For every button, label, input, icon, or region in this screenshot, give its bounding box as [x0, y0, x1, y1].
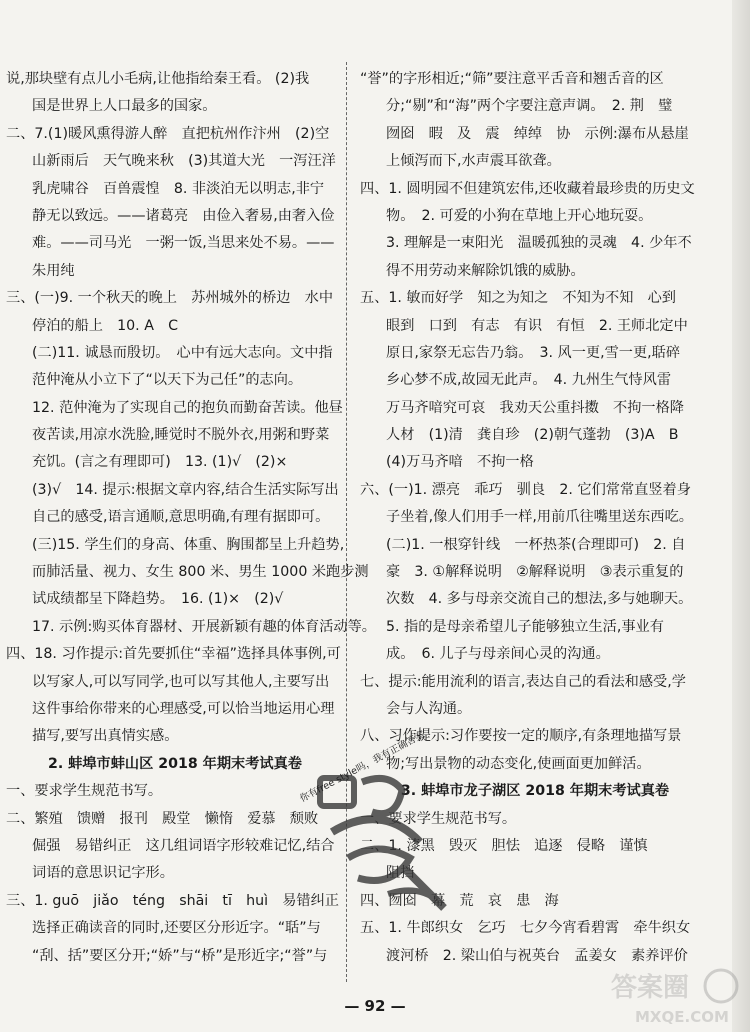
text-line: 夜苦读,用凉水洗脸,睡觉时不脱外衣,用粥和野菜: [32, 427, 330, 444]
text-line: 二、繁殖 馈赠 报刊 殿堂 懒惰 爱慕 颓败: [6, 810, 319, 827]
text-line: 静无以致远。——诸葛亮 由俭入奢易,由奢入俭: [32, 207, 335, 224]
text-line: 八、习作提示:习作要按一定的顺序,有条理地描写景: [360, 728, 682, 745]
text-line: 二、7.(1)暖风熏得游人醉 直把杭州作汴州 (2)空: [6, 125, 330, 142]
text-line: 眼到 口到 有志 有识 有恒 2. 王师北定中: [386, 317, 688, 334]
text-line: 山新雨后 天气晚来秋 (3)其道大光 一泻汪洋: [32, 153, 336, 170]
watermark-stamp: [292, 729, 482, 932]
text-line: 试成绩都呈下降趋势。 16. (1)× (2)√: [32, 591, 284, 608]
text-line: 囫囵 暇 及 震 绰绰 协 示例:瀑布从悬崖: [386, 125, 689, 142]
text-line: 会与人沟通。: [386, 700, 472, 717]
page-number: — 92 —: [344, 997, 406, 1015]
text-line: 四、囫囵 幕 荒 哀 患 海: [360, 892, 559, 909]
text-line: 阻挡: [386, 865, 415, 882]
site-logo-url: MXQE.COM: [635, 1008, 729, 1026]
text-line: 次数 4. 多与母亲交流自己的想法,多与她聊天。: [386, 591, 693, 608]
text-line: 以写家人,可以写同学,也可以写其他人,主要写出: [32, 673, 330, 690]
text-line: 倔强 易错纠正 这几组词语字形较难记忆,结合: [32, 837, 335, 854]
text-line: 六、(一)1. 漂亮 乖巧 驯良 2. 它们常常直竖着身: [360, 481, 691, 498]
text-line: 一、要求学生规范书写。: [360, 810, 517, 827]
text-line: 2. 蚌埠市蚌山区 2018 年期末考试真卷: [47, 755, 302, 772]
page-edge-shadow: [732, 0, 750, 1032]
text-line: 范仲淹从小立下了“以天下为己任”的志向。: [32, 372, 303, 389]
site-logo: [605, 966, 745, 1028]
text-line: 三、(一)9. 一个秋天的晚上 苏州城外的桥边 水中: [6, 290, 334, 307]
text-line: (二)11. 诚恳而殷切。 心中有远大志向。文中指: [32, 344, 333, 361]
text-line: 说,那块壁有点儿小毛病,让他指给秦王看。 (2)我: [6, 71, 310, 87]
text-line: (4)万马齐喑 不拘一格: [386, 454, 534, 471]
site-logo-text: 答案圈: [611, 973, 690, 1003]
text-line: 四、18. 习作提示:首先要抓住“幸福”选择具体事例,可: [6, 646, 341, 663]
text-line: (二)1. 一根穿针线 一杯热茶(合理即可) 2. 自: [386, 536, 686, 553]
text-line: “誉”的字形相近;“筛”要注意平舌音和翘舌音的区: [360, 71, 664, 87]
text-line: 乳虎啸谷 百兽震惶 8. 非淡泊无以明志,非宁: [32, 180, 325, 197]
text-line: 自己的感受,语言通顺,意思明确,有理有据即可。: [32, 509, 330, 526]
text-line: 朱用纯: [32, 262, 75, 279]
text-line: 而肺活量、视力、女生 800 米、男生 1000 米跑步测: [32, 564, 369, 581]
text-line: 17. 示例:购买体育器材、开展新颖有趣的体育活动等。: [32, 618, 376, 635]
text-line: 充饥。(言之有理即可) 13. (1)√ (2)×: [32, 454, 288, 471]
text-line: 物;写出景物的动态变化,使画面更加鲜活。: [386, 755, 651, 772]
text-line: 三、1. guō jiǎo téng shāi tī huì 易错纠正: [6, 892, 339, 909]
watermark-text: 你有free style吗，我有正确答案: [298, 729, 427, 805]
text-line: 五、1. 牛郎织女 乞巧 七夕今宵看碧霄 牵牛织女: [360, 920, 691, 937]
text-line: 一、要求学生规范书写。: [6, 783, 163, 800]
text-line: (3)√ 14. 提示:根据文章内容,结合生活实际写出: [32, 481, 339, 498]
text-line: 原日,家祭无忘告乃翁。 3. 风一更,雪一更,聒碎: [386, 344, 681, 361]
text-line: 乡心梦不成,故园无此声。 4. 九州生气恃风雷: [386, 372, 672, 389]
text-line: 描写,要写出真情实感。: [32, 728, 179, 745]
text-line: (三)15. 学生们的身高、体重、胸围都呈上升趋势,: [32, 536, 345, 553]
text-line: 得不用劳动来解除饥饿的威胁。: [386, 262, 585, 279]
text-line: 上倾泻而下,水声震耳欲聋。: [386, 153, 561, 170]
text-line: 成。 6. 儿子与母亲间心灵的沟通。: [386, 646, 610, 663]
text-line: 停泊的船上 10. A C: [32, 317, 178, 334]
text-line: 四、1. 圆明园不但建筑宏伟,还收藏着最珍贵的历史文: [360, 180, 695, 197]
text-line: 五、1. 敏而好学 知之为知之 不知为不知 心到: [360, 290, 676, 307]
text-line: 万马齐喑究可哀 我劝天公重抖擞 不拘一格降: [386, 399, 684, 416]
text-line: 12. 范仲淹为了实现自己的抱负而勤奋苦读。他昼: [32, 399, 343, 416]
text-line: 选择正确读音的同时,还要区分形近字。“聒”与: [32, 920, 321, 937]
text-line: 子坐着,像人们用手一样,用前爪往嘴里送东西吃。: [386, 509, 693, 526]
text-line: 难。——司马光 一粥一饭,当思来处不易。——: [32, 235, 335, 252]
text-line: 物。 2. 可爱的小狗在草地上开心地玩耍。: [386, 207, 653, 224]
text-line: 豪 3. ①解释说明 ②解释说明 ③表示重复的: [386, 564, 684, 581]
text-line: 人材 (1)清 龚自珍 (2)朝气蓬勃 (3)A B: [386, 427, 679, 444]
text-line: 国是世界上人口最多的国家。: [32, 98, 217, 115]
text-line: 这件事给你带来的心理感受,可以恰当地运用心理: [32, 700, 335, 717]
text-line: 3. 蚌埠市龙子湖区 2018 年期末考试真卷: [400, 783, 670, 800]
text-line: 分;“剔”和“海”两个字要注意声调。 2. 荆 璧: [386, 98, 673, 115]
text-line: 七、提示:能用流利的语言,表达自己的看法和感受,学: [360, 673, 686, 690]
text-line: 词语的意思识记字形。: [32, 865, 174, 882]
text-line: “刮、括”要区分开;“娇”与“桥”是形近字;“誉”与: [32, 947, 328, 964]
text-line: 二、1. 漆黑 毁灭 胆怯 追逐 侵略 谨慎: [360, 837, 648, 854]
text-line: 渡河桥 2. 梁山伯与祝英台 孟姜女 素养评价: [386, 947, 688, 964]
text-line: 5. 指的是母亲希望儿子能够独立生活,事业有: [386, 618, 664, 635]
text-line: 3. 理解是一束阳光 温暖孤独的灵魂 4. 少年不: [386, 235, 692, 252]
